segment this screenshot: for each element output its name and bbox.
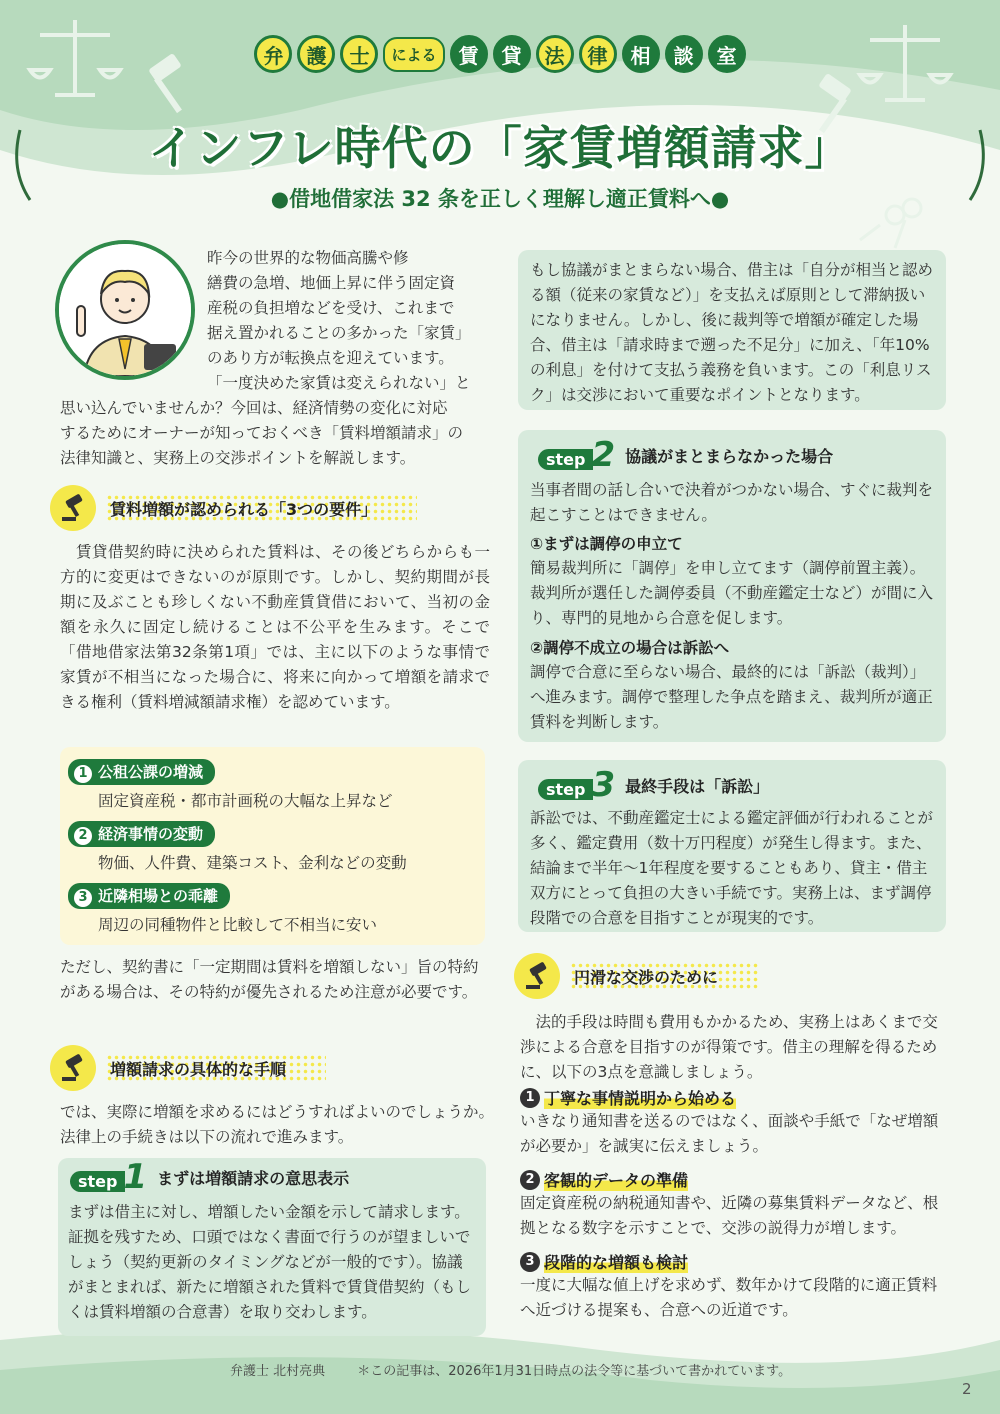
- step1-panel: [58, 1158, 486, 1336]
- point-title: 段階的な増額も検討: [544, 1250, 688, 1273]
- section-header-procedure: [50, 1050, 326, 1086]
- banner-char: 士: [340, 35, 378, 73]
- banner-char: 法: [536, 35, 574, 73]
- banner-char: 賃: [450, 35, 488, 73]
- legal-note: ＊この記事は、2026年1月31日時点の法令等に基づいて書かれています。: [357, 1364, 792, 1379]
- footer: [230, 1360, 791, 1379]
- banner-char: 護: [297, 35, 335, 73]
- requirement-title: 経済事情の変動: [98, 825, 204, 843]
- intro-text: [60, 246, 500, 471]
- section1-note: ただし、契約書に「一定期間は賃料を増額しない」旨の特約がある場合は、その特約が優先されるため注意が必要です。: [60, 958, 479, 1001]
- section3-intro: 法的手段は時間も費用もかかるため、実務上はあくまで交渉による合意を目指すのが得策です。借主の理解を得るために、以下の3点を意識しましょう。: [520, 1013, 938, 1081]
- step-number: 3: [591, 765, 616, 805]
- requirement-title: 公租公課の増減: [98, 763, 204, 781]
- requirement-desc: 固定資産税・都市計画税の大幅な上昇など: [98, 792, 393, 810]
- point-number: 2: [520, 1170, 540, 1190]
- intro-line: 思い込んでいませんか？今回は、経済情勢の変化に対応: [60, 399, 448, 417]
- intro-line: するためにオーナーが知っておくべき「賃料増額請求」の: [60, 424, 464, 442]
- gavel-icon: [50, 485, 96, 531]
- step3-panel: [518, 760, 946, 932]
- intro-line: 昨今の世界的な物価高騰や修: [207, 249, 409, 267]
- intro-line: 据え置かれることの多かった「家賃」: [207, 324, 471, 342]
- section-title: 円滑な交渉のために: [570, 962, 758, 991]
- negotiation-point: [520, 1168, 950, 1241]
- point-title: 客観的データの準備: [544, 1168, 688, 1191]
- step2-panel: [518, 430, 946, 742]
- series-banner: [225, 32, 775, 76]
- step-number: 2: [591, 435, 616, 475]
- banner-char: 弁: [254, 35, 292, 73]
- intro-line: 法律知識と、実務上の交渉ポイントを解説します。: [60, 449, 416, 467]
- section-title: 賃料増額が認められる「3つの要件」: [106, 494, 417, 523]
- requirements-box: [60, 747, 485, 945]
- step-title: 最終手段は「訴訟」: [625, 776, 770, 796]
- intro-line: 繕費の急増、地価上昇に伴う固定資: [207, 274, 456, 292]
- step3-body: 訴訟では、不動産鑑定士による鑑定評価が行われることが多く、鑑定費用（数十万円程度）が発生し得ます。また、結論まで半年〜1年程度を要することもあり、貸主・借主双方にとって負担の大きい手続です。実務上は、まず調停段階での合意を目指すことが現実的です。: [530, 809, 934, 927]
- banner-char: 律: [579, 35, 617, 73]
- requirement-number: 1: [74, 765, 92, 783]
- interest-risk-text: もし協議がまとまらない場合、借主は「自分が相当と認める額（従来の家賃など）」を支払えば原則として滞納扱いになりません。しかし、後に裁判等で増額が確定した場合、借主は「請求時まで遡った不足分」に加え、「年10%の利息」を付けて支払う義務を負います。この「利息リスク」は交渉において重要なポイントとなります。: [530, 261, 934, 404]
- point-number: 3: [520, 1252, 540, 1272]
- step-title: まずは増額請求の意思表示: [157, 1168, 350, 1188]
- step-number: 1: [123, 1157, 148, 1197]
- banner-char: 貸: [493, 35, 531, 73]
- section1-body: 賃貸借契約時に決められた賃料は、その後どちらからも一方的に変更はできないのが原則です。しかし、契約期間が長期に及ぶことも珍しくない不動産賃貸借において、当初の金額を永久に固定し続けることは不公平を生みます。そこで「借地借家法第32条第1項」では、主に以下のような事情で家賃が不相当になった場合に、将来に向かって増額を請求できる権利（賃料増減額請求権）を認めています。: [60, 543, 490, 711]
- step-title: 協議がまとまらなかった場合: [625, 446, 834, 466]
- requirement-item: [68, 759, 393, 811]
- intro-line: 「一度決めた家賃は変えられない」と: [207, 374, 471, 392]
- gavel-icon: [50, 1045, 96, 1091]
- step-label: step: [538, 449, 593, 470]
- requirement-item: [68, 821, 407, 873]
- author-name: 弁護士 北村亮典: [230, 1364, 326, 1379]
- requirement-title: 近隣相場との乖離: [98, 887, 219, 905]
- step2-body: 当事者間の話し合いで決着がつかない場合、すぐに裁判を起こすことはできません。: [530, 481, 934, 524]
- banner-char: 談: [665, 35, 703, 73]
- point-body: いきなり通知書を送るのではなく、面談や手紙で「なぜ増額が必要か」を誠実に伝えましょう。: [520, 1112, 939, 1155]
- page-title: インフレ時代の「家賃増額請求」: [148, 121, 852, 175]
- page-number: 2: [962, 1380, 972, 1398]
- gavel-icon: [514, 953, 560, 999]
- requirement-desc: 周辺の同種物件と比較して不相当に安い: [98, 916, 378, 934]
- negotiation-point: [520, 1250, 950, 1323]
- step2-sub2-body: 調停で合意に至らない場合、最終的には「訴訟（裁判）」へ進みます。調停で整理した争点を踏まえ、裁判所が適正賃料を判断します。: [530, 663, 933, 731]
- step-label: step: [538, 779, 593, 800]
- point-title: 丁寧な事情説明から始める: [544, 1086, 736, 1109]
- section2-intro: では、実際に増額を求めるにはどうすればよいのでしょうか。法律上の手続きは以下の流れで進みます。: [60, 1103, 495, 1146]
- banner-char: 相: [622, 35, 660, 73]
- requirement-desc: 物価、人件費、建築コスト、金利などの変動: [98, 854, 407, 872]
- negotiation-point: [520, 1086, 950, 1159]
- point-body: 一度に大幅な値上げを求めず、数年かけて段階的に適正賃料へ近づける提案も、合意への近道です。: [520, 1276, 938, 1319]
- banner-particle: による: [383, 37, 444, 72]
- requirement-number: 2: [74, 827, 92, 845]
- interest-risk-panel: [518, 250, 946, 410]
- intro-line: 産税の負担増などを受け、これまで: [207, 299, 455, 317]
- step2-sub2-title: ②調停不成立の場合は訴訟へ: [530, 639, 730, 657]
- section-title: 増額請求の具体的な手順: [106, 1054, 326, 1083]
- step-label: step: [70, 1171, 125, 1192]
- point-body: 固定資産税の納税通知書や、近隣の募集賃料データなど、根拠となる数字を示すことで、交渉の説得力が増します。: [520, 1194, 939, 1237]
- requirement-item: [68, 883, 377, 935]
- step2-sub1-body: 簡易裁判所に「調停」を申し立てます（調停前置主義）。裁判所が選任した調停委員（不動産鑑定士など）が間に入り、専門的見地から合意を促します。: [530, 559, 934, 627]
- banner-char: 室: [708, 35, 746, 73]
- point-number: 1: [520, 1088, 540, 1108]
- step2-sub1-title: ①まずは調停の申立て: [530, 535, 683, 553]
- step1-body: まずは借主に対し、増額したい金額を示して請求します。証拠を残すため、口頭ではなく書面で行うのが望ましいでしょう（契約更新のタイミングなどが一般的です）。協議がまとまれば、新たに増額された賃料で賃貸借契約（もしくは賃料増額の合意書）を取り交わします。: [68, 1203, 472, 1321]
- section-header-negotiation: [514, 958, 758, 994]
- intro-line: のあり方が転換点を迎えています。: [207, 349, 454, 367]
- page-subtitle: ●借地借家法 32 条を正しく理解し適正賃料へ●: [270, 187, 730, 211]
- section-header-requirements: [50, 490, 417, 526]
- requirement-number: 3: [74, 889, 92, 907]
